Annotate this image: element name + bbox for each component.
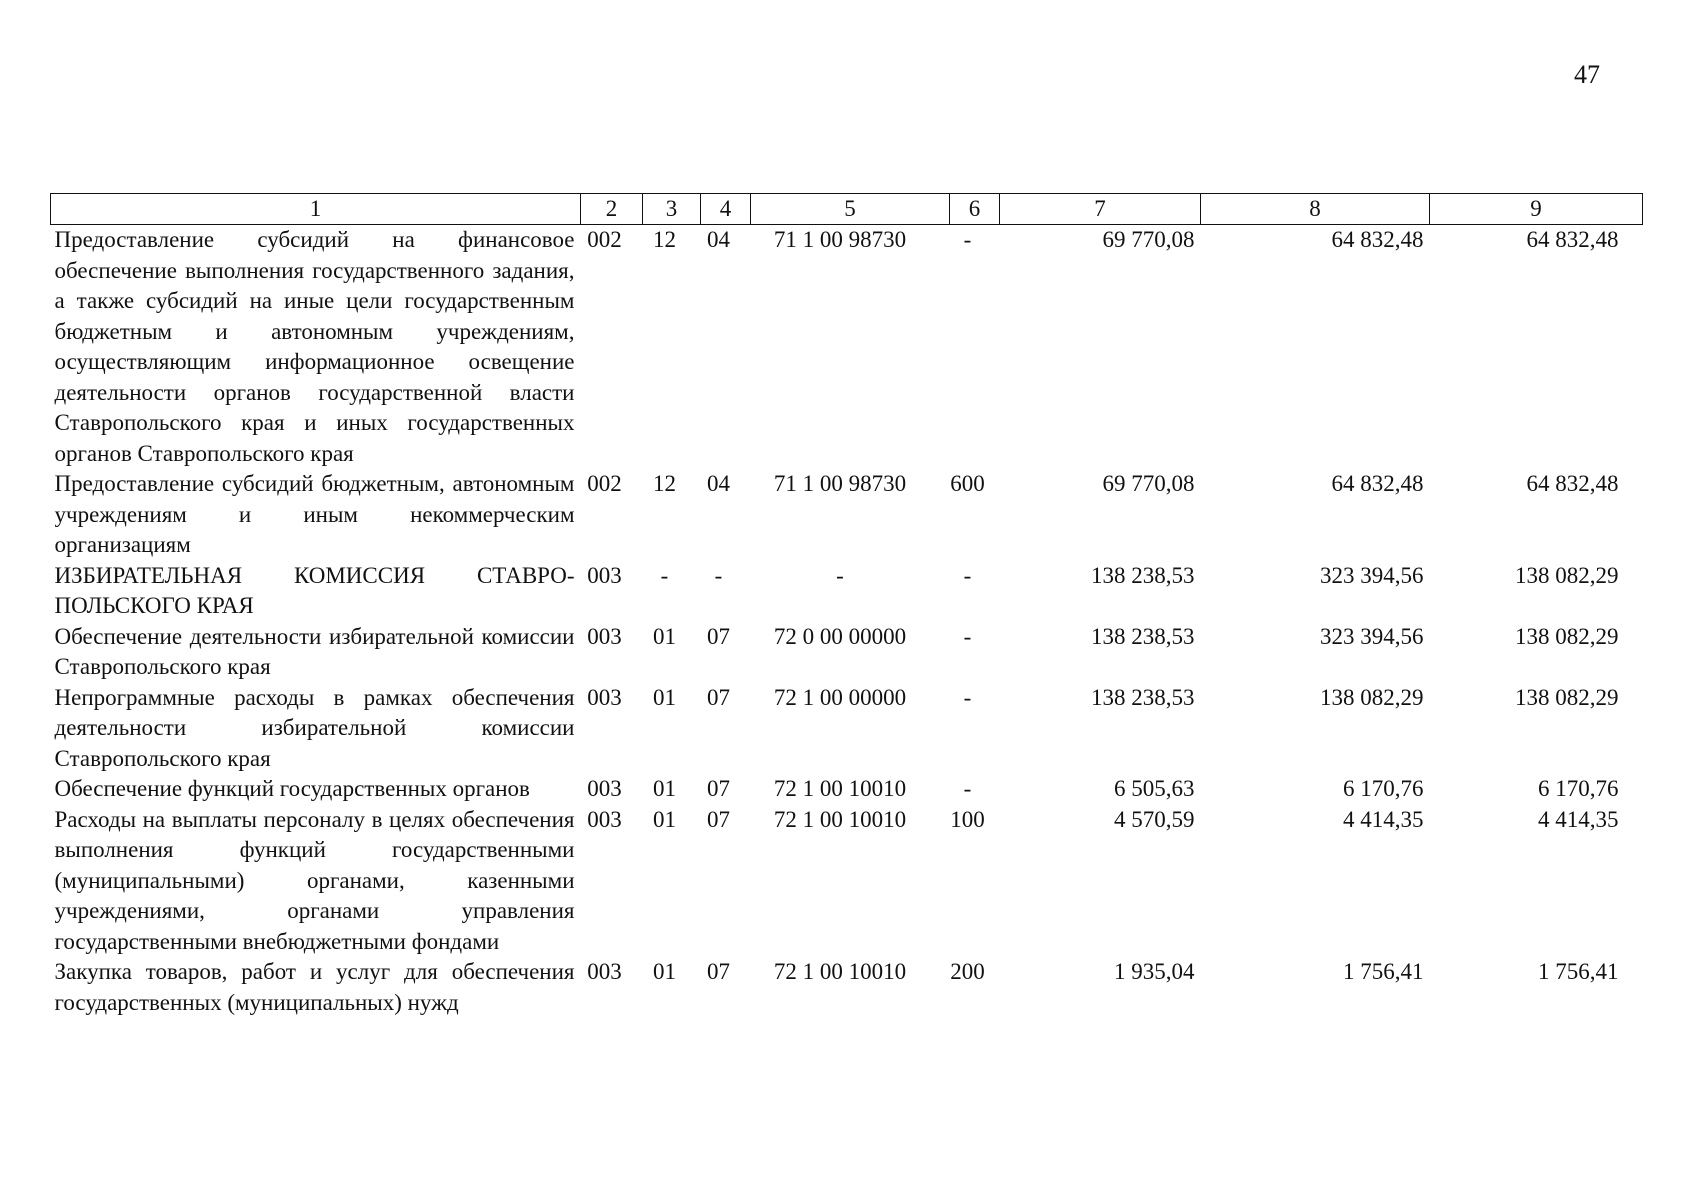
row-code-3: 01 bbox=[653, 959, 676, 984]
row-amount-8: 4 414,35 bbox=[1343, 806, 1424, 832]
row-code-2: 003 bbox=[587, 684, 622, 710]
table-row bbox=[51, 622, 1643, 683]
row-code-5: 72 1 00 00000 bbox=[773, 684, 907, 710]
row-code-2: 003 bbox=[587, 562, 622, 588]
row-amount-7: 69 770,08 bbox=[1102, 471, 1195, 496]
column-header-2: 2 bbox=[581, 194, 643, 225]
row-name: Обеспечение деятельности избирательной комиссии Ставропольского края bbox=[54, 623, 575, 679]
row-code-2: 002 bbox=[587, 227, 622, 252]
row-amount-9: 64 832,48 bbox=[1526, 227, 1619, 252]
row-amount-9: 138 082,29 bbox=[1515, 684, 1619, 710]
row-amount-7: 1 935,04 bbox=[1114, 959, 1195, 984]
row-code-6: - bbox=[963, 562, 972, 588]
row-name: Предоставление субсидий бюджетным, автономным учреждениям и иным некоммерческим организациям bbox=[54, 471, 575, 557]
row-code-5: 72 1 00 10010 bbox=[773, 776, 907, 801]
row-name: Закупка товаров, работ и услуг для обеспечения государственных (муниципальных) нужд bbox=[54, 959, 575, 1015]
row-code-3: 01 bbox=[653, 776, 676, 801]
row-amount-7: 138 238,53 bbox=[1091, 623, 1195, 649]
row-amount-8: 323 394,56 bbox=[1320, 623, 1424, 649]
budget-table bbox=[50, 193, 1643, 1018]
row-code-3: 01 bbox=[653, 623, 676, 649]
table-row bbox=[51, 805, 1643, 958]
row-code-4: 07 bbox=[707, 776, 730, 801]
column-header-8: 8 bbox=[1201, 194, 1430, 225]
table-row bbox=[51, 774, 1643, 805]
row-amount-9: 1 756,41 bbox=[1538, 959, 1619, 984]
row-code-4: 04 bbox=[707, 227, 730, 252]
row-code-3: 12 bbox=[653, 471, 676, 496]
row-code-6: 200 bbox=[950, 959, 985, 984]
row-amount-7: 138 238,53 bbox=[1091, 562, 1195, 588]
row-amount-8: 64 832,48 bbox=[1331, 471, 1424, 496]
row-code-6: 100 bbox=[950, 806, 985, 832]
row-code-4: - bbox=[714, 562, 723, 588]
page-number: 47 bbox=[1574, 60, 1600, 89]
row-code-4: 07 bbox=[707, 806, 730, 832]
column-header-7: 7 bbox=[1000, 194, 1201, 225]
column-header-3: 3 bbox=[643, 194, 701, 225]
table-row bbox=[51, 683, 1643, 775]
row-amount-7: 4 570,59 bbox=[1114, 806, 1195, 832]
row-amount-7: 69 770,08 bbox=[1102, 227, 1195, 252]
row-amount-8: 6 170,76 bbox=[1343, 776, 1424, 801]
row-code-5: - bbox=[836, 562, 844, 588]
row-code-3: - bbox=[660, 562, 669, 588]
table-header-row bbox=[51, 194, 1643, 225]
row-amount-8: 64 832,48 bbox=[1331, 227, 1424, 252]
row-code-5: 71 1 00 98730 bbox=[773, 471, 907, 496]
row-code-3: 12 bbox=[653, 227, 676, 252]
row-code-5: 72 1 00 10010 bbox=[773, 806, 907, 832]
row-code-2: 003 bbox=[587, 776, 622, 801]
row-code-5: 72 0 00 00000 bbox=[773, 623, 907, 649]
row-code-3: 01 bbox=[653, 806, 676, 832]
row-name: Расходы на выплаты персоналу в целях обеспечения выполнения функций государственными (муниципальными) органами, казенными учреждениями, органами управления государственными внебюджетными фондами bbox=[54, 806, 575, 954]
row-amount-8: 138 082,29 bbox=[1320, 684, 1424, 710]
column-header-9: 9 bbox=[1430, 194, 1643, 225]
column-header-4: 4 bbox=[701, 194, 751, 225]
table-row bbox=[51, 469, 1643, 561]
row-code-6: - bbox=[963, 623, 972, 649]
row-amount-8: 1 756,41 bbox=[1343, 959, 1424, 984]
column-header-1: 1 bbox=[51, 194, 581, 225]
row-code-5: 71 1 00 98730 bbox=[773, 227, 907, 252]
row-code-2: 002 bbox=[587, 471, 622, 496]
row-name: Обеспечение функций государственных органов bbox=[54, 776, 530, 801]
table-row bbox=[51, 225, 1643, 470]
row-amount-7: 6 505,63 bbox=[1114, 776, 1195, 801]
column-header-6: 6 bbox=[950, 194, 1000, 225]
row-code-2: 003 bbox=[587, 806, 622, 832]
row-amount-9: 64 832,48 bbox=[1526, 471, 1619, 496]
row-amount-9: 6 170,76 bbox=[1538, 776, 1619, 801]
row-code-6: - bbox=[963, 684, 972, 710]
table-row bbox=[51, 957, 1643, 1018]
row-code-4: 07 bbox=[707, 959, 730, 984]
row-name: Непрограммные расходы в рамках обеспечения деятельности избирательной комиссии Ставропольского края bbox=[54, 684, 575, 771]
row-code-2: 003 bbox=[587, 623, 622, 649]
row-code-5: 72 1 00 10010 bbox=[773, 959, 907, 984]
row-amount-9: 138 082,29 bbox=[1515, 562, 1619, 588]
table-row bbox=[51, 561, 1643, 622]
row-amount-7: 138 238,53 bbox=[1091, 684, 1195, 710]
row-code-3: 01 bbox=[653, 684, 676, 710]
row-amount-9: 138 082,29 bbox=[1515, 623, 1619, 649]
row-code-6: - bbox=[963, 776, 972, 801]
row-code-6: - bbox=[963, 227, 972, 252]
row-name: Предоставление субсидий на финансовое обеспечение выполнения государственного задания, а также субсидий на иные цели государственным бюджетным и автономным учреждениям, осуществляющим информационное освещение деятельности органов государственной власти Ставропольского края и иных государственных органов Ставропольского края bbox=[54, 227, 575, 466]
row-code-4: 07 bbox=[707, 623, 730, 649]
row-code-2: 003 bbox=[587, 959, 622, 984]
row-name: ИЗБИРАТЕЛЬНАЯ КОМИССИЯ СТАВРО-ПОЛЬСКОГО КРАЯ bbox=[54, 562, 575, 618]
row-amount-9: 4 414,35 bbox=[1538, 806, 1619, 832]
column-header-5: 5 bbox=[751, 194, 950, 225]
row-code-4: 07 bbox=[707, 684, 730, 710]
row-amount-8: 323 394,56 bbox=[1320, 562, 1424, 588]
row-code-6: 600 bbox=[950, 471, 985, 496]
row-code-4: 04 bbox=[707, 471, 730, 496]
